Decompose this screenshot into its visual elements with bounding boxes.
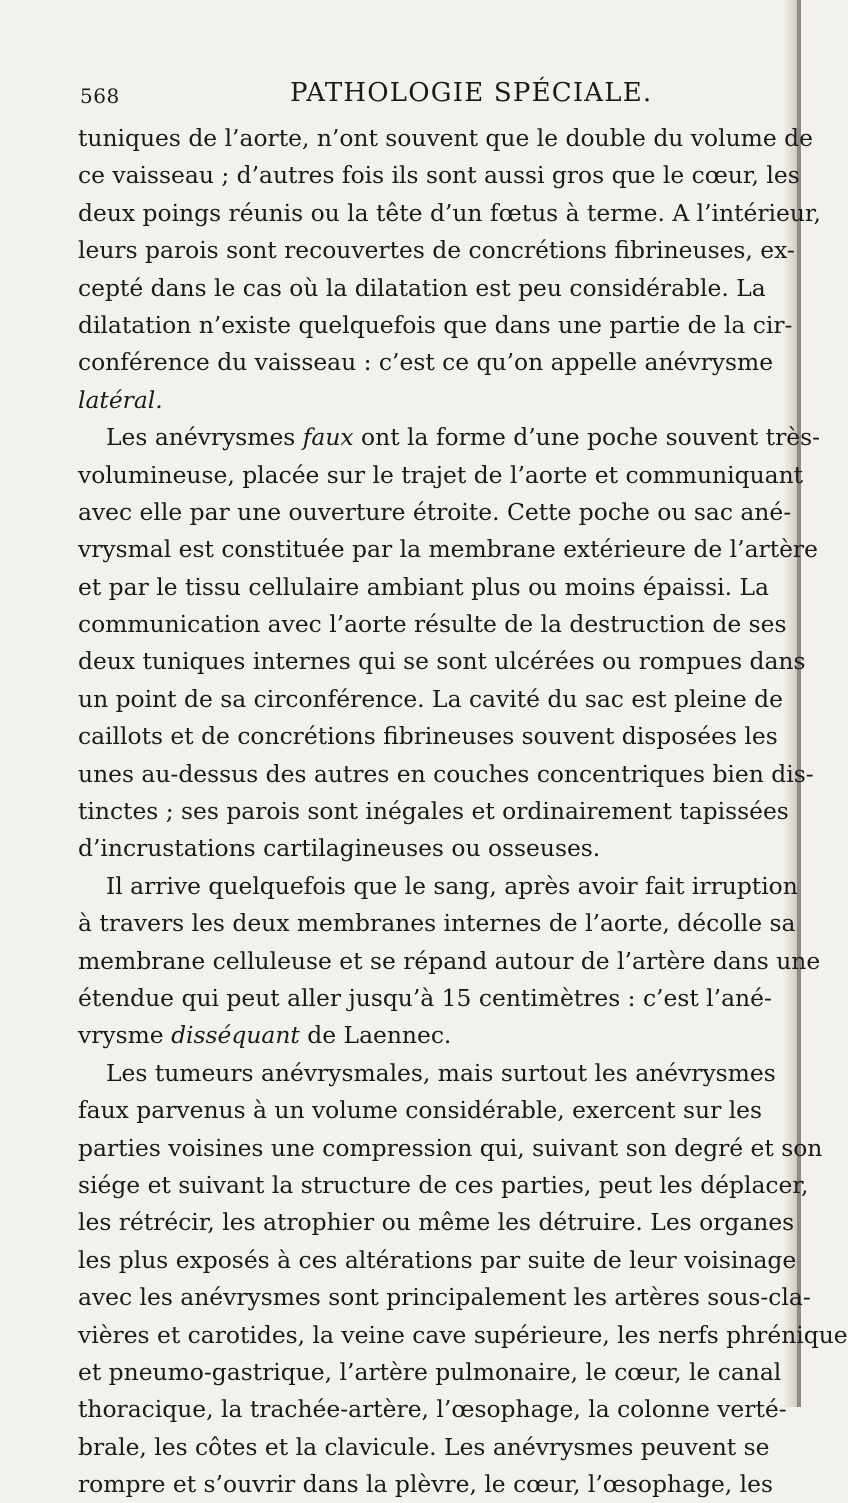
text-line xyxy=(78,1242,797,1279)
text-line-content: siége et suivant la structure de ces parties, peut les déplacer, xyxy=(78,1170,809,1199)
text-line xyxy=(78,1279,811,1316)
text-line-content: avec elle par une ouverture étroite. Cette poche ou sac ané- xyxy=(78,497,792,526)
text-line xyxy=(78,943,821,980)
text-line-content: dilatation n’existe quelquefois que dans une partie de la cir- xyxy=(78,310,793,339)
text-line-content: d’incrustations cartilagineuses ou osseuses. xyxy=(78,834,601,863)
text-line-content: cepté dans le cas où la dilatation est peu considérable. La xyxy=(78,273,766,302)
text-line xyxy=(78,419,821,456)
text-line xyxy=(78,980,772,1017)
text-line-content: brale, les côtes et la clavicule. Les anévrysmes peuvent se xyxy=(78,1432,770,1461)
text-line xyxy=(78,382,742,419)
text-line-content: latéral. xyxy=(78,385,163,414)
text-line-content: étendue qui peut aller jusqu’à 15 centimètres : c’est l’ané- xyxy=(78,983,772,1012)
text-line xyxy=(78,1055,776,1092)
text-line-content: ce vaisseau ; d’autres fois ils sont aussi gros que le cœur, les xyxy=(78,161,800,190)
text-line-content: tuniques de l’aorte, n’ont souvent que le double du volume de xyxy=(78,124,813,152)
text-line xyxy=(78,1429,770,1466)
text-line xyxy=(78,793,789,830)
text-line xyxy=(78,718,778,755)
text-line-content: volumineuse, placée sur le trajet de l’aorte et communiquant xyxy=(78,460,804,489)
text-line xyxy=(78,1130,823,1167)
text-line-content: et par le tissu cellulaire ambiant plus ou moins épaissi. La xyxy=(78,572,769,601)
text-line-content: Il arrive quelquefois que le sang, après avoir fait irruption xyxy=(106,871,798,900)
text-line-content: faux parvenus à un volume considérable, exercent sur les xyxy=(78,1096,763,1125)
text-line-content: les rétrécir, les atrophier ou même les détruire. Les organes xyxy=(78,1208,795,1237)
text-line xyxy=(78,1391,787,1428)
text-line xyxy=(78,1466,773,1503)
running-head: PATHOLOGIE SPÉCIALE. xyxy=(290,78,653,108)
text-line-content: et pneumo-gastrique, l’artère pulmonaire, le cœur, le canal xyxy=(78,1357,782,1386)
page-header xyxy=(78,78,728,118)
text-line xyxy=(78,494,792,531)
text-line-content: Les tumeurs anévrysmales, mais surtout les anévrysmes xyxy=(106,1058,776,1087)
text-line-content: les plus exposés à ces altérations par suite de leur voisinage xyxy=(78,1245,797,1274)
text-line xyxy=(78,270,766,307)
text-line xyxy=(78,307,793,344)
text-line-content: thoracique, la trachée-artère, l’œsophage, la colonne verté- xyxy=(78,1395,787,1424)
text-line xyxy=(78,868,798,905)
text-line-content: à travers les deux membranes internes de l’aorte, décolle sa xyxy=(78,909,796,938)
text-line-content: vrysme xyxy=(78,1021,172,1050)
text-line xyxy=(78,569,769,606)
text-line xyxy=(78,344,774,381)
text-line-content: avec les anévrysmes sont principalement les artères sous-cla- xyxy=(78,1283,811,1312)
text-line-content: deux tuniques internes qui se sont ulcérées ou rompues dans xyxy=(78,647,806,676)
text-line xyxy=(78,1317,848,1354)
text-line-content: unes au-dessus des autres en couches concentriques bien dis- xyxy=(78,759,814,788)
text-line-content: deux poings réunis ou la tête d’un fœtus à terme. A l’intérieur, xyxy=(78,198,821,227)
text-line xyxy=(78,905,796,942)
text-line xyxy=(78,830,742,867)
italic-term: faux xyxy=(302,423,354,452)
text-line xyxy=(78,457,804,494)
text-line xyxy=(78,1354,782,1391)
text-line-content: membrane celluleuse et se répand autour de l’artère dans une xyxy=(78,946,821,975)
text-line-content: leurs parois sont recouvertes de concrétions fibrineuses, ex- xyxy=(78,236,795,265)
text-line-content: vrysmal est constituée par la membrane extérieure de l’artère xyxy=(78,535,818,564)
italic-term: disséquant xyxy=(171,1021,300,1050)
text-line xyxy=(78,1092,763,1129)
text-line xyxy=(78,1204,795,1241)
text-line xyxy=(78,606,787,643)
text-line-content: caillots et de concrétions fibrineuses souvent disposées les xyxy=(78,722,778,751)
text-line xyxy=(78,531,818,568)
text-line xyxy=(78,157,800,194)
text-line xyxy=(78,232,795,269)
text-line-content: parties voisines une compression qui, suivant son degré et son xyxy=(78,1133,823,1162)
text-line xyxy=(78,195,821,232)
text-line-content: ont la forme d’une poche souvent très- xyxy=(353,423,821,452)
text-line xyxy=(78,1167,809,1204)
body-text xyxy=(78,120,848,1503)
text-line-content: Les anévrysmes xyxy=(106,423,303,452)
text-line xyxy=(78,1017,742,1054)
text-line-content: un point de sa circonférence. La cavité du sac est pleine de xyxy=(78,684,783,713)
text-line xyxy=(78,756,814,793)
page-number: 568 xyxy=(80,84,120,108)
text-line-content: tinctes ; ses parois sont inégales et ordinairement tapissées xyxy=(78,797,789,826)
text-line-content: de Laennec. xyxy=(299,1021,452,1050)
text-line-content: rompre et s’ouvrir dans la plèvre, le cœur, l’œsophage, les xyxy=(78,1470,773,1499)
text-line-content: conférence du vaisseau : c’est ce qu’on appelle anévrysme xyxy=(78,348,774,377)
text-line-content: vières et carotides, la veine cave supérieure, les nerfs phrénique xyxy=(78,1320,848,1349)
text-line-content: communication avec l’aorte résulte de la destruction de ses xyxy=(78,610,787,639)
text-line xyxy=(78,643,806,680)
text-line xyxy=(78,120,813,157)
text-line xyxy=(78,681,783,718)
